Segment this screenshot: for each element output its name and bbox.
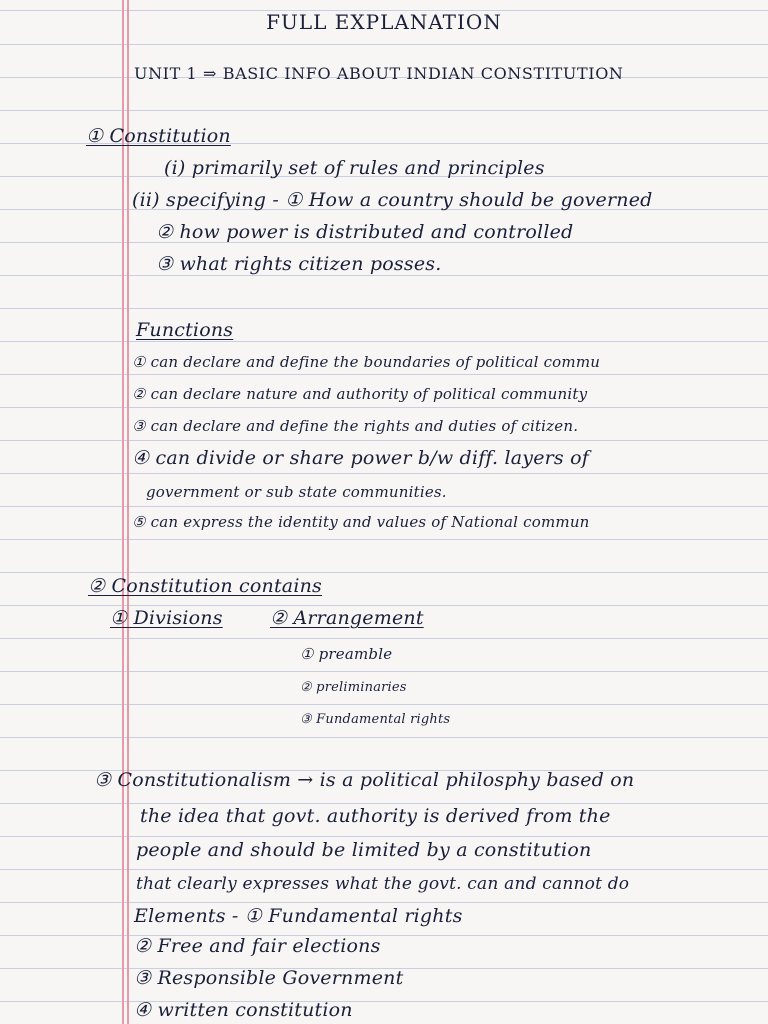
- functions-heading: Functions: [136, 319, 234, 341]
- section-heading-constitution: ① Constitution: [86, 125, 231, 147]
- note-line: the idea that govt. authority is derived from the: [140, 805, 611, 827]
- section-heading-contains: ② Constitution contains: [88, 575, 322, 597]
- note-line: people and should be limited by a constitution: [136, 839, 592, 861]
- note-line: ③ Constitutionalism → is a political philosphy based on: [94, 769, 635, 791]
- arrangement-item: ② preliminaries: [300, 680, 407, 695]
- arrangement-item: ③ Fundamental rights: [300, 712, 451, 727]
- function-item: ⑤ can express the identity and values of National commun: [132, 513, 590, 531]
- elements-line: ② Free and fair elections: [134, 935, 381, 957]
- elements-line: ③ Responsible Government: [134, 967, 404, 989]
- note-line: ③ what rights citizen posses.: [156, 253, 442, 275]
- margin-line: [122, 0, 124, 1024]
- function-item: ③ can declare and define the rights and duties of citizen.: [132, 417, 579, 435]
- function-item: ② can declare nature and authority of political community: [132, 385, 588, 403]
- margin-line: [127, 0, 129, 1024]
- arrangement-label: ② Arrangement: [270, 607, 424, 629]
- function-item: government or sub state communities.: [146, 483, 447, 501]
- arrangement-item: ① preamble: [300, 645, 393, 663]
- divisions-label: ① Divisions: [110, 607, 223, 629]
- page-title: FULL EXPLANATION: [266, 10, 502, 34]
- note-line: (i) primarily set of rules and principles: [164, 157, 545, 179]
- note-line: (ii) specifying - ① How a country should be governed: [132, 189, 653, 211]
- function-item: ① can declare and define the boundaries of political commu: [132, 353, 601, 371]
- note-line: ② how power is distributed and controlled: [156, 221, 574, 243]
- elements-line: Elements - ① Fundamental rights: [134, 905, 463, 927]
- note-line: that clearly expresses what the govt. can and cannot do: [136, 874, 630, 894]
- unit-heading: UNIT 1 ⇒ BASIC INFO ABOUT INDIAN CONSTITUTION: [134, 64, 624, 83]
- function-item: ④ can divide or share power b/w diff. layers of: [132, 447, 589, 469]
- elements-line: ④ written constitution: [134, 999, 353, 1021]
